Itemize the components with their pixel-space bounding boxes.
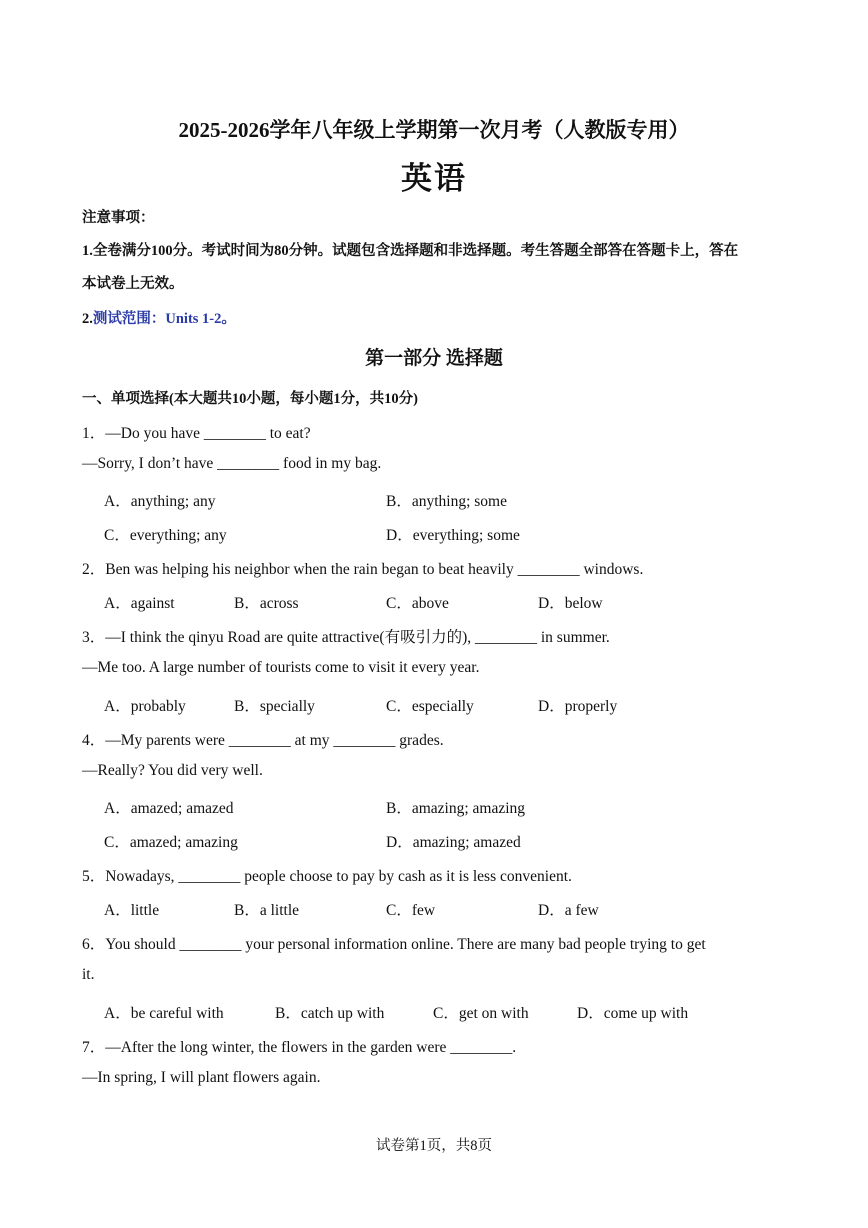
question-4-line-2: —Really? You did very well.: [82, 762, 263, 779]
question-3-line-2: —Me too. A large number of tourists come to visit it every year.: [82, 659, 480, 676]
question-7-line-2: —In spring, I will plant flowers again.: [82, 1069, 321, 1086]
question-6-line-1: 6．You should ________ your personal information online. There are many bad people trying to get: [82, 936, 706, 953]
question-5-option-b: B．a little: [234, 902, 300, 919]
question-2-option-a: A．against: [104, 595, 175, 612]
question-1-line-2: —Sorry, I don’t have ________ food in my bag.: [82, 455, 382, 472]
question-1-line-1: 1．—Do you have ________ to eat?: [82, 425, 311, 442]
question-2-option-c: C．above: [386, 595, 449, 612]
question-3-option-c: C．especially: [386, 698, 474, 715]
notice-heading: 注意事项：: [82, 210, 155, 226]
question-6-option-c: C．get on with: [433, 1005, 529, 1022]
notice-item-1-line-1: 1.全卷满分100分。考试时间为80分钟。试题包含选择题和非选择题。考生答题全部答在答题卡上，答在: [82, 243, 739, 259]
notice-item-2-number: 2.: [82, 311, 93, 327]
question-4-option-a: A．amazed; amazed: [104, 800, 234, 817]
question-7-line-1: 7．—After the long winter, the flowers in the garden were ________.: [82, 1039, 517, 1056]
question-3-option-a: A．probably: [104, 698, 186, 715]
section-title: 第一部分 选择题: [365, 348, 503, 369]
part-heading: 一、单项选择(本大题共10小题，每小题1分，共10分): [82, 391, 418, 407]
question-1-option-c: C．everything; any: [104, 527, 227, 544]
question-1-option-b: B．anything; some: [386, 493, 507, 510]
question-5-option-c: C．few: [386, 902, 436, 919]
question-2-line-1: 2．Ben was helping his neighbor when the rain began to beat heavily ________ windows.: [82, 561, 644, 578]
test-scope: 测试范围：Units 1-2。: [92, 311, 236, 327]
question-6-line-2: it.: [82, 966, 95, 983]
question-5-option-a: A．little: [104, 902, 160, 919]
question-6-option-d: D．come up with: [577, 1005, 689, 1022]
question-5-line-1: 5．Nowadays, ________ people choose to pay by cash as it is less convenient.: [82, 868, 572, 885]
question-5-option-d: D．a few: [538, 902, 599, 919]
question-2-option-d: D．below: [538, 595, 603, 612]
subject-title: 英语: [401, 161, 467, 196]
question-1-option-d: D．everything; some: [386, 527, 520, 544]
question-2-option-b: B．across: [234, 595, 299, 612]
question-4-option-d: D．amazing; amazed: [386, 834, 521, 851]
question-6-option-b: B．catch up with: [275, 1005, 385, 1022]
page-footer: 试卷第1页，共8页: [376, 1138, 492, 1154]
question-4-option-c: C．amazed; amazing: [104, 834, 238, 851]
question-4-option-b: B．amazing; amazing: [386, 800, 526, 817]
question-3-option-b: B．specially: [234, 698, 315, 715]
question-4-line-1: 4．—My parents were ________ at my ________ grades.: [82, 732, 444, 749]
notice-item-2: [82, 307, 236, 328]
question-1-option-a: A．anything; any: [104, 493, 216, 510]
question-3-line-1: 3．—I think the qinyu Road are quite attractive(有吸引力的), ________ in summer.: [82, 629, 610, 646]
question-6-option-a: A．be careful with: [104, 1005, 224, 1022]
question-3-option-d: D．properly: [538, 698, 618, 715]
exam-title: 2025-2026学年八年级上学期第一次月考（人教版专用）: [178, 118, 690, 142]
notice-item-1-line-2: 本试卷上无效。: [82, 276, 184, 292]
